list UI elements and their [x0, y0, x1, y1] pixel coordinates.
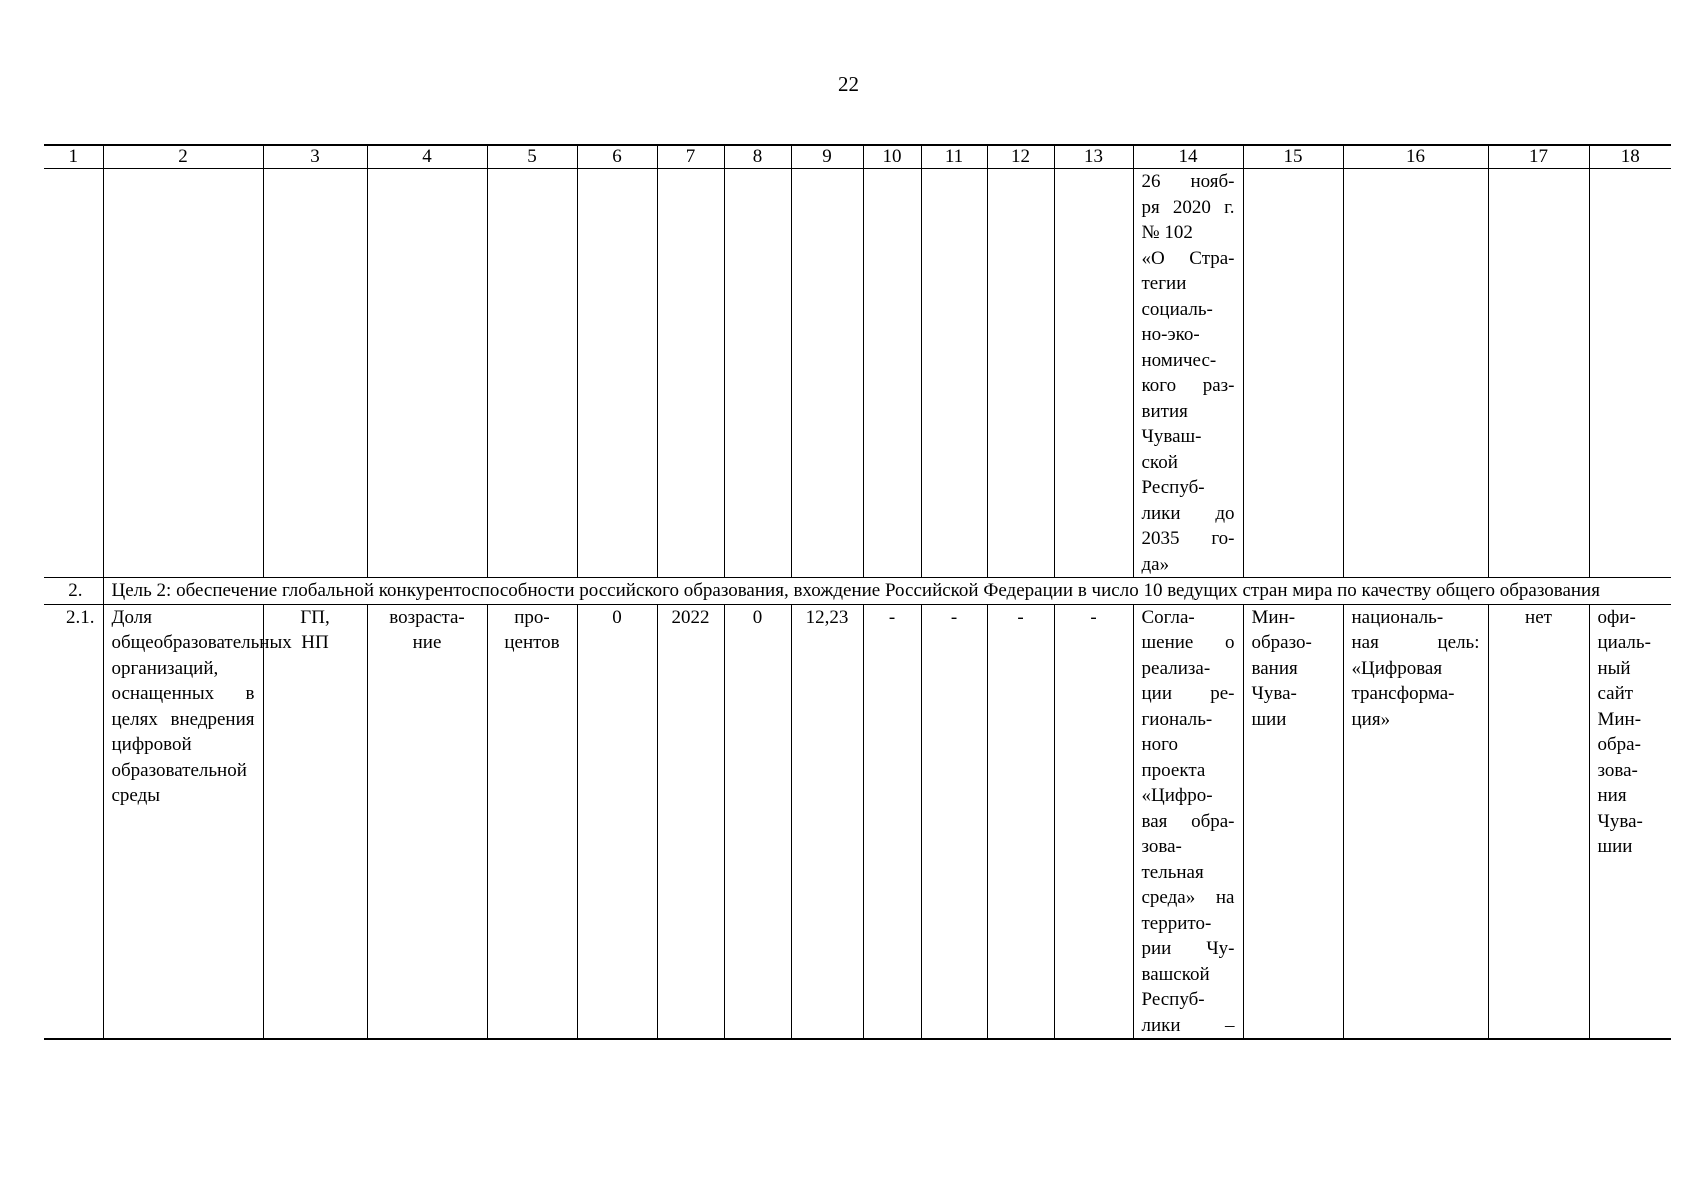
- indicator-trend: возраста- ние: [367, 604, 487, 1039]
- value-col-10: -: [863, 604, 921, 1039]
- page-number: 22: [838, 72, 859, 96]
- col-header-13: 13: [1054, 145, 1133, 169]
- goal-number: 2.: [44, 578, 103, 605]
- continuation-row: [44, 169, 1671, 578]
- col-header-11: 11: [921, 145, 987, 169]
- col-header-1: 1: [44, 145, 103, 169]
- value-col-9: 12,23: [791, 604, 863, 1039]
- continuation-source-document: 26 нояб- ря 2020 г. № 102 «О Стра- тегии социаль- но-эко- номичес- кого раз- вития Чуваш- ской Респуб- лики до 2035 го- да»: [1133, 169, 1243, 578]
- publication-source: офи- циаль- ный сайт Мин- обра- зова- ния Чува- шии: [1589, 604, 1671, 1039]
- col-header-7: 7: [657, 145, 724, 169]
- col-header-17: 17: [1488, 145, 1589, 169]
- col-header-18: 18: [1589, 145, 1671, 169]
- value-col-12: -: [987, 604, 1054, 1039]
- info-system-flag: нет: [1488, 604, 1589, 1039]
- responsible-body: Мин- образо- вания Чува- шии: [1243, 604, 1343, 1039]
- col-header-12: 12: [987, 145, 1054, 169]
- col-header-3: 3: [263, 145, 367, 169]
- goal-text: Цель 2: обеспечение глобальной конкурентоспособности российского образования, вхождение Российской Федерации в число 10 ведущих стран мира по качеству общего образования: [103, 578, 1671, 605]
- col-header-4: 4: [367, 145, 487, 169]
- value-col-11: -: [921, 604, 987, 1039]
- indicator-unit: про- центов: [487, 604, 577, 1039]
- indicator-name: Доля общеобразовательных организаций, оснащенных в целях внедрения цифровой образовательной среды: [103, 604, 263, 1039]
- indicator-level: ГП, НП: [263, 604, 367, 1039]
- base-value: 0: [577, 604, 657, 1039]
- column-number-row: [44, 145, 1671, 169]
- indicator-row-2-1: [44, 604, 1671, 1039]
- col-header-5: 5: [487, 145, 577, 169]
- goal-row: [44, 578, 1671, 605]
- col-header-16: 16: [1343, 145, 1488, 169]
- row-number: 2.1.: [44, 604, 103, 1039]
- col-header-9: 9: [791, 145, 863, 169]
- national-goal-link: националь- ная цель: «Цифровая трансформа- ция»: [1343, 604, 1488, 1039]
- indicators-table: [44, 144, 1671, 1040]
- source-document: Согла- шение о реализа- ции ре- гиональ- ного проекта «Цифро- вая обра- зова- тельная среда» на террито- рии Чу- вашской Респуб- лики –: [1133, 604, 1243, 1039]
- base-year: 2022: [657, 604, 724, 1039]
- col-header-2: 2: [103, 145, 263, 169]
- col-header-10: 10: [863, 145, 921, 169]
- col-header-15: 15: [1243, 145, 1343, 169]
- value-col-13: -: [1054, 604, 1133, 1039]
- col-header-6: 6: [577, 145, 657, 169]
- value-col-8: 0: [724, 604, 791, 1039]
- col-header-14: 14: [1133, 145, 1243, 169]
- col-header-8: 8: [724, 145, 791, 169]
